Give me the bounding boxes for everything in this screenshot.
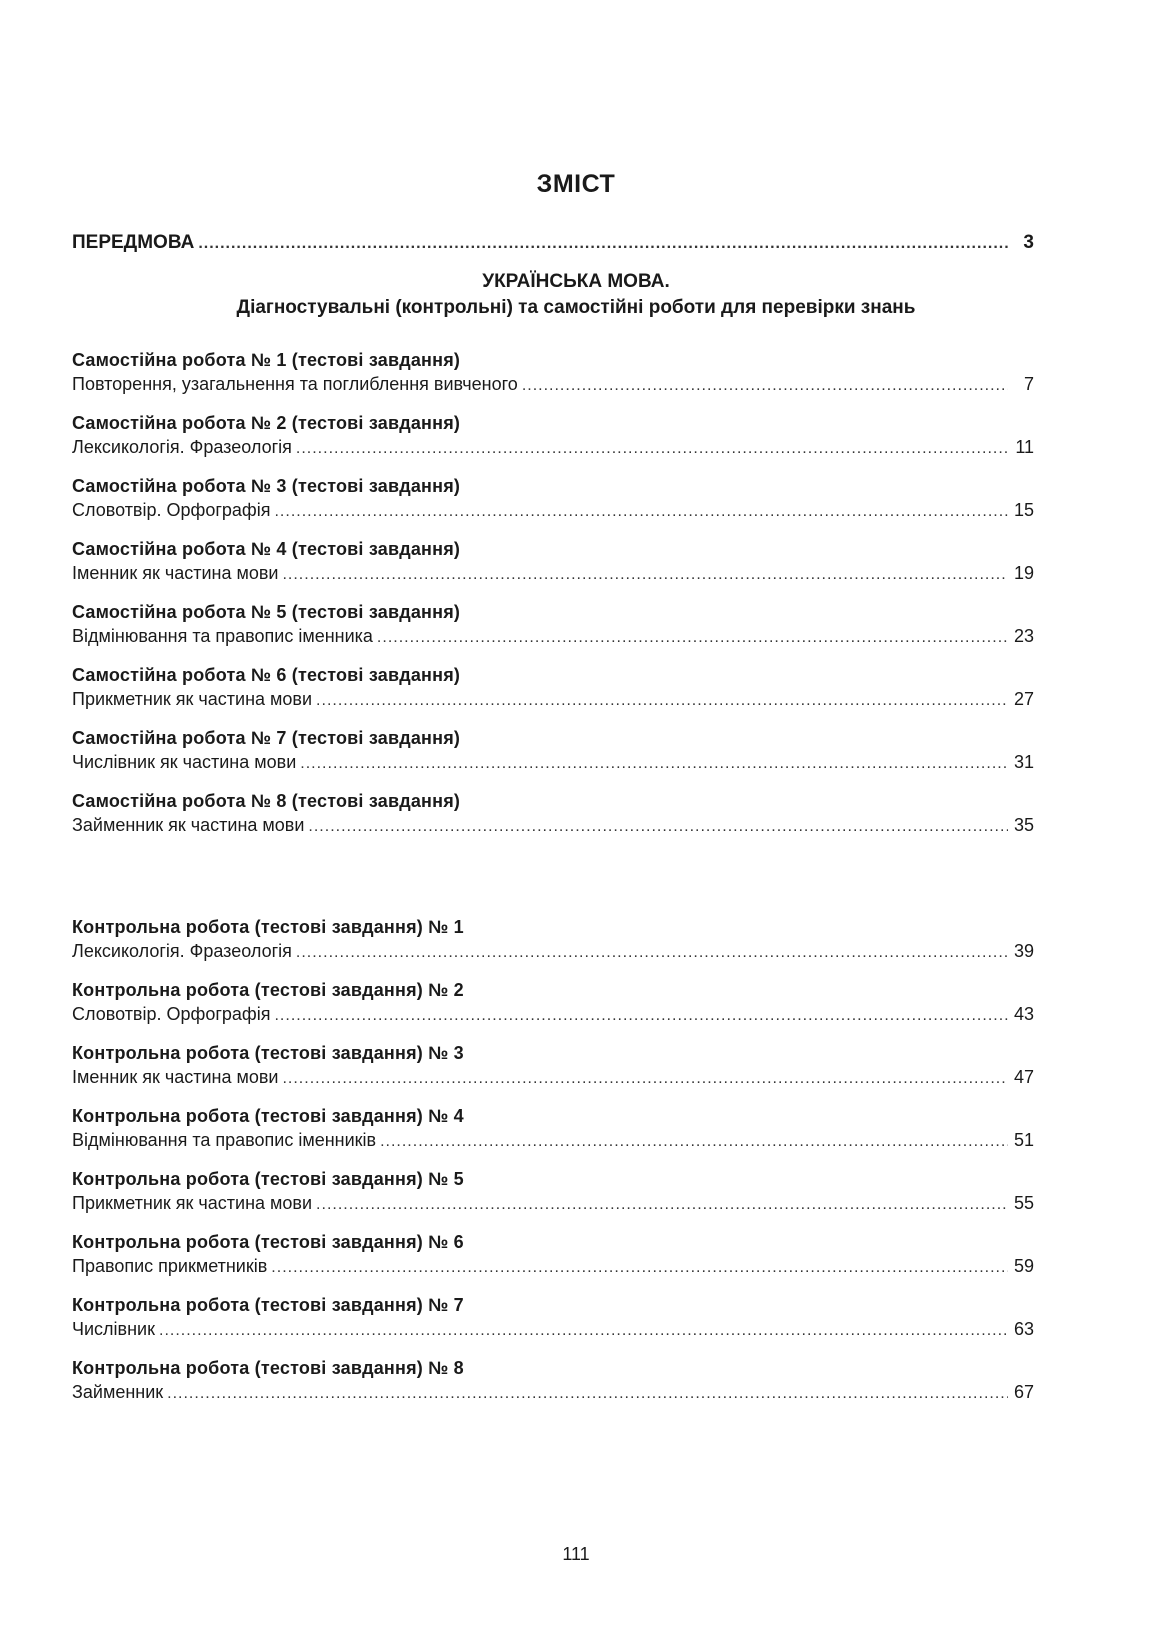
control-work-title: Контрольна робота (тестові завдання) № 4: [72, 1106, 464, 1126]
control-work-entry[interactable]: [72, 1318, 1034, 1342]
toc-leader-dots: [296, 438, 1008, 460]
control-work-page: 67: [1013, 1382, 1034, 1402]
independent-work-entry[interactable]: [72, 373, 1034, 397]
control-work-entry[interactable]: [72, 940, 1034, 964]
toc-leader-dots: [282, 1068, 1008, 1090]
toc-leader-dots: [274, 501, 1008, 523]
independent-work-entry[interactable]: [72, 436, 1034, 460]
control-work-page: 55: [1013, 1193, 1034, 1213]
independent-work-title: Самостійна робота № 1 (тестові завдання): [72, 350, 461, 370]
control-work-entry[interactable]: [72, 1381, 1034, 1405]
independent-work-title: Самостійна робота № 4 (тестові завдання): [72, 539, 461, 559]
independent-work-page: 7: [1023, 374, 1034, 394]
toc-leader-dots: [282, 564, 1008, 586]
independent-work-title: Самостійна робота № 7 (тестові завдання): [72, 728, 461, 748]
independent-work-title: Самостійна робота № 3 (тестові завдання): [72, 476, 461, 496]
control-work-topic: Іменник як частина мови: [72, 1067, 279, 1087]
toc-leader-dots: [274, 1005, 1008, 1027]
control-work-title: Контрольна робота (тестові завдання) № 1: [72, 917, 464, 937]
page-title: ЗМІСТ: [536, 170, 616, 198]
independent-work-entry[interactable]: [72, 562, 1034, 586]
toc-leader-dots: [377, 627, 1008, 649]
independent-work-title: Самостійна робота № 5 (тестові завдання): [72, 602, 461, 622]
independent-work-topic: Словотвір. Орфографія: [72, 500, 271, 520]
independent-work-page: 27: [1013, 689, 1034, 709]
control-work-title: Контрольна робота (тестові завдання) № 7: [72, 1295, 464, 1315]
toc-preface[interactable]: [72, 232, 1034, 255]
independent-work-topic: Прикметник як частина мови: [72, 689, 313, 709]
independent-work-topic: Повторення, узагальнення та поглиблення вивченого: [72, 374, 518, 394]
control-work-entry[interactable]: [72, 1003, 1034, 1027]
independent-work-entry[interactable]: [72, 625, 1034, 649]
toc-leader-dots: [198, 233, 1008, 255]
toc-leader-dots: [167, 1383, 1008, 1405]
control-work-page: 47: [1013, 1067, 1034, 1087]
independent-work-page: 15: [1013, 500, 1034, 520]
independent-work-entry[interactable]: [72, 688, 1034, 712]
control-work-topic: Прикметник як частина мови: [72, 1193, 313, 1213]
control-work-title: Контрольна робота (тестові завдання) № 6: [72, 1232, 464, 1252]
toc-leader-dots: [271, 1257, 1008, 1279]
independent-work-title: Самостійна робота № 8 (тестові завдання): [72, 791, 461, 811]
section-heading: УКРАЇНСЬКА МОВА.: [482, 271, 670, 292]
toc-preface-page: 3: [1023, 232, 1034, 253]
control-work-page: 39: [1013, 941, 1034, 961]
independent-work-topic: Іменник як частина мови: [72, 563, 279, 583]
independent-work-entry[interactable]: [72, 814, 1034, 838]
control-work-page: 51: [1013, 1130, 1034, 1150]
independent-work-topic: Лексикологія. Фразеологія: [72, 437, 292, 457]
control-work-topic: Займенник: [72, 1382, 164, 1402]
toc-preface-label: ПЕРЕДМОВА: [72, 232, 195, 253]
independent-work-topic: Займенник як частина мови: [72, 815, 305, 835]
toc-leader-dots: [522, 375, 1008, 397]
control-work-topic: Словотвір. Орфографія: [72, 1004, 271, 1024]
independent-work-page: 35: [1013, 815, 1034, 835]
independent-work-page: 11: [1015, 437, 1034, 457]
section-subheading: Діагностувальні (контрольні) та самостійні роботи для перевірки знань: [236, 297, 916, 318]
control-work-title: Контрольна робота (тестові завдання) № 8: [72, 1358, 464, 1378]
independent-work-topic: Відмінювання та правопис іменника: [72, 626, 373, 646]
independent-work-entry[interactable]: [72, 499, 1034, 523]
control-work-page: 63: [1013, 1319, 1034, 1339]
control-work-title: Контрольна робота (тестові завдання) № 3: [72, 1043, 464, 1063]
control-work-page: 43: [1013, 1004, 1034, 1024]
toc-leader-dots: [300, 753, 1008, 775]
control-work-entry[interactable]: [72, 1255, 1034, 1279]
independent-work-page: 19: [1013, 563, 1034, 583]
toc-leader-dots: [380, 1131, 1008, 1153]
independent-work-topic: Числівник як частина мови: [72, 752, 297, 772]
control-work-entry[interactable]: [72, 1192, 1034, 1216]
control-work-page: 59: [1013, 1256, 1034, 1276]
control-work-topic: Правопис прикметників: [72, 1256, 268, 1276]
toc-leader-dots: [316, 690, 1008, 712]
independent-work-title: Самостійна робота № 2 (тестові завдання): [72, 413, 461, 433]
toc-leader-dots: [296, 942, 1008, 964]
toc-leader-dots: [316, 1194, 1008, 1216]
independent-work-entry[interactable]: [72, 751, 1034, 775]
control-work-entry[interactable]: [72, 1129, 1034, 1153]
footer-page-number: 111: [562, 1544, 590, 1564]
control-work-title: Контрольна робота (тестові завдання) № 5: [72, 1169, 464, 1189]
control-work-entry[interactable]: [72, 1066, 1034, 1090]
toc-leader-dots: [308, 816, 1008, 838]
independent-work-page: 31: [1013, 752, 1034, 772]
control-work-topic: Відмінювання та правопис іменників: [72, 1130, 377, 1150]
control-work-topic: Числівник: [72, 1319, 155, 1339]
independent-work-page: 23: [1013, 626, 1034, 646]
independent-work-title: Самостійна робота № 6 (тестові завдання): [72, 665, 461, 685]
control-work-topic: Лексикологія. Фразеологія: [72, 941, 292, 961]
control-work-title: Контрольна робота (тестові завдання) № 2: [72, 980, 464, 1000]
toc-leader-dots: [159, 1320, 1008, 1342]
